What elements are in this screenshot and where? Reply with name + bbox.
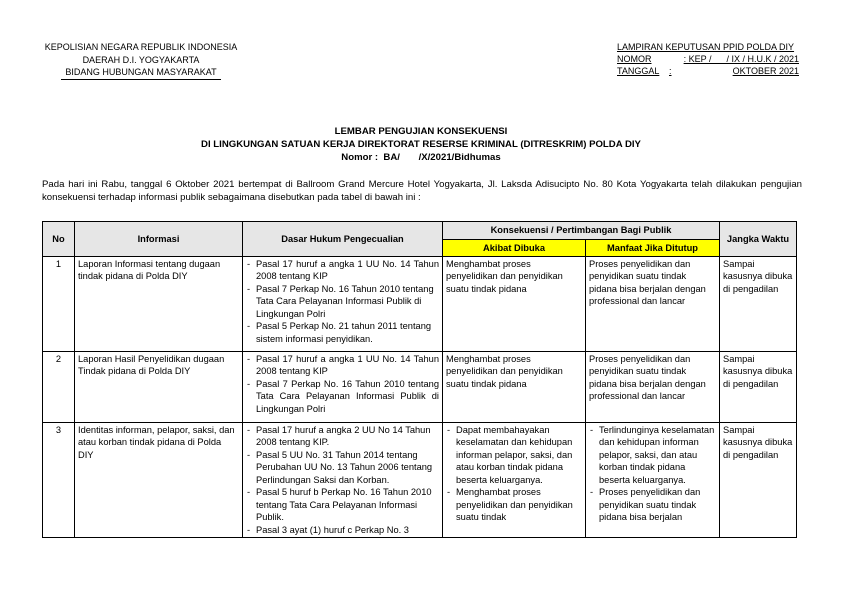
header-konsekuensi: Konsekuensi / Pertimbangan Bagi Publik <box>443 222 720 240</box>
legal-basis-item: - Pasal 17 huruf a angka 1 UU No. 14 Tahun 2008 tentang KIP <box>246 258 439 283</box>
legal-basis-item: - Pasal 7 Perkap No. 16 Tahun 2010 tentang Tata Cara Pelayanan Informasi Publik di Lingkungan Polri <box>246 283 439 321</box>
row-dasar-hukum <box>243 351 443 422</box>
consequence-item: - Dapat membahayakan keselamatan dan kehidupan informan pelapor, saksi, dan atau korban tindak pidana beserta keluarganya. <box>446 424 582 487</box>
table-row <box>43 256 797 351</box>
row-jangka: Sampai kasusnya dibuka di pengadilan <box>720 256 797 351</box>
legal-basis-item: - Pasal 7 Perkap No. 16 Tahun 2010 tentang Tata Cara Pelayanan Informasi Publik di Lingkungan Polri <box>246 378 439 416</box>
document-subtitle: DI LINGKUNGAN SATUAN KERJA DIREKTORAT RESERSE KRIMINAL (DITRESKRIM) POLDA DIY <box>201 139 641 150</box>
row-informasi: Laporan Informasi tentang dugaan tindak pidana di Polda DIY <box>75 256 243 351</box>
table-row <box>43 351 797 422</box>
header-informasi: Informasi <box>75 222 243 257</box>
row-informasi: Identitas informan, pelapor, saksi, dan atau korban tindak pidana di Polda DIY <box>75 422 243 538</box>
header-akibat-dibuka: Akibat Dibuka <box>443 239 586 256</box>
row-manfaat: Proses penyelidikan dan penyidikan suatu tindak pidana bisa berjalan dengan professional dan lancar <box>586 351 720 422</box>
tanggal-row <box>617 65 799 77</box>
intro-paragraph: Pada hari ini Rabu, tanggal 6 Oktober 2021 bertempat di Ballroom Grand Mercure Hotel Yogyakarta, Jl. Laksda Adisucipto No. 80 Kota Yogyakarta telah dilakukan pengujian konsekuensi terhadap informasi publik sebagaimana disebutkan pada tabel di bawah ini : <box>42 179 802 203</box>
row-manfaat: Proses penyelidikan dan penyidikan suatu tindak pidana bisa berjalan dengan professional dan lancar <box>586 256 720 351</box>
header-dasar-hukum: Dasar Hukum Pengecualian <box>243 222 443 257</box>
row-dasar-hukum <box>243 422 443 538</box>
nomor-label: NOMOR <box>617 54 652 64</box>
legal-basis-item: - Pasal 17 huruf a angka 1 UU No. 14 Tahun 2008 tentang KIP <box>246 353 439 378</box>
benefit-item: - Terlindunginya keselamatan dan kehidupan informan pelapor, saksi, dan atau korban tindak pidana beserta keluarganya. <box>589 424 716 487</box>
row-jangka: Sampai kasusnya dibuka di pengadilan <box>720 422 797 538</box>
table-header-row <box>43 222 797 240</box>
benefit-item: - Proses penyelidikan dan penyidikan suatu tindak pidana bisa berjalan <box>589 486 716 524</box>
row-number: 3 <box>43 422 75 538</box>
attachment-header <box>617 41 799 77</box>
consequence-item: - Menghambat proses penyelidikan dan penyidikan suatu tindak <box>446 486 582 524</box>
row-akibat <box>443 422 586 538</box>
row-number: 1 <box>43 256 75 351</box>
agency-line-2: DAERAH D.I. YOGYAKARTA <box>82 54 200 65</box>
tanggal-value: OKTOBER 2021 <box>732 66 799 76</box>
agency-line-1: KEPOLISIAN NEGARA REPUBLIK INDONESIA <box>44 42 238 52</box>
legal-basis-item: - Pasal 17 huruf a angka 2 UU No 14 Tahun 2008 tentang KIP. <box>246 424 439 449</box>
row-akibat: Menghambat proses penyelidikan dan penyidikan suatu tindak pidana <box>443 256 586 351</box>
tanggal-label: TANGGAL <box>617 66 660 76</box>
agency-line-3: BIDANG HUBUNGAN MASYARAKAT <box>61 66 220 80</box>
legal-basis-item: - Pasal 5 UU No. 31 Tahun 2014 tentang Perubahan UU No. 13 Tahun 2006 tentang Perlindungan Saksi dan Korban. <box>246 449 439 487</box>
row-dasar-hukum <box>243 256 443 351</box>
header-manfaat-ditutup: Manfaat Jika Ditutup <box>586 239 720 256</box>
row-manfaat <box>586 422 720 538</box>
consequence-table <box>42 221 797 538</box>
header-no: No <box>43 222 75 257</box>
row-akibat: Menghambat proses penyelidikan dan penyidikan suatu tindak pidana <box>443 351 586 422</box>
tanggal-colon: : <box>669 66 672 76</box>
document-title: LEMBAR PENGUJIAN KONSEKUENSI <box>334 126 508 137</box>
row-number: 2 <box>43 351 75 422</box>
attachment-title: LAMPIRAN KEPUTUSAN PPID POLDA DIY <box>617 42 795 52</box>
legal-basis-item: - Pasal 3 ayat (1) huruf c Perkap No. 3 <box>246 524 439 537</box>
agency-header <box>40 41 242 80</box>
row-informasi: Laporan Hasil Penyelidikan dugaan Tindak pidana di Polda DIY <box>75 351 243 422</box>
legal-basis-item: - Pasal 5 Perkap No. 21 tahun 2011 tentang sistem informasi penyidikan. <box>246 320 439 345</box>
header-jangka-waktu: Jangka Waktu <box>720 222 797 257</box>
row-jangka: Sampai kasusnya dibuka di pengadilan <box>720 351 797 422</box>
nomor-row <box>617 53 799 65</box>
document-number: Nomor : BA/ /X/2021/Bidhumas <box>341 152 501 163</box>
table-row <box>43 422 797 538</box>
legal-basis-item: - Pasal 5 huruf b Perkap No. 16 Tahun 2010 tentang Tata Cara Pelayanan Informasi Publik. <box>246 486 439 524</box>
nomor-value: : KEP / / IX / H.U.K / 2021 <box>683 54 799 64</box>
